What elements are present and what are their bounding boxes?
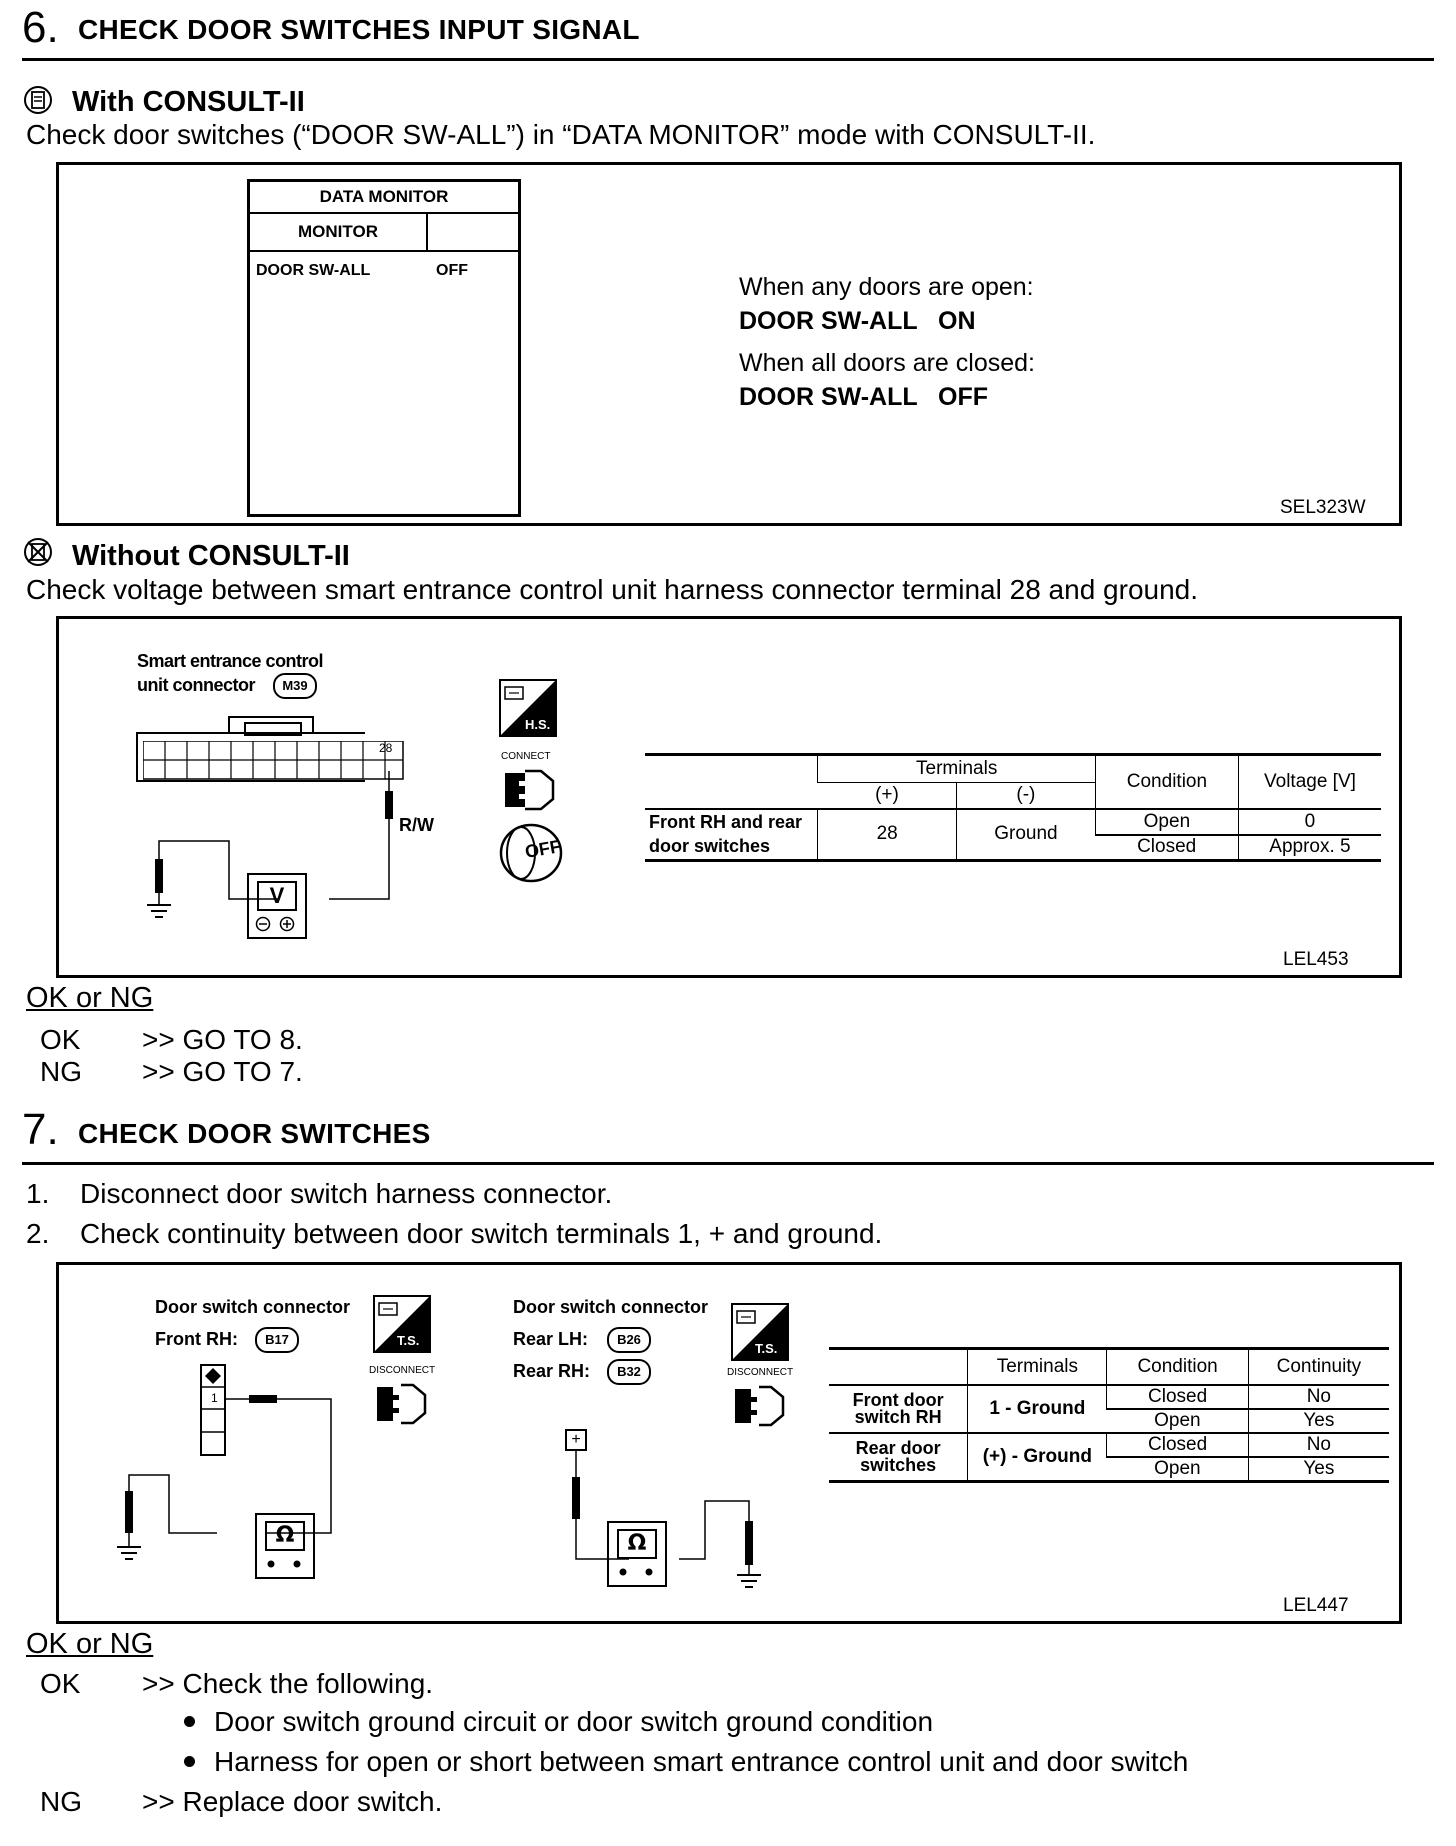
voltage-table-plus-value: 28	[818, 809, 956, 861]
continuity-row2-open: Open	[1107, 1457, 1248, 1482]
rear-rh-label: Rear RH:	[513, 1361, 591, 1381]
rear-door-switch-terminal: +	[565, 1429, 587, 1451]
continuity-row1-yes: Yes	[1248, 1409, 1389, 1433]
off-label: OFF	[523, 836, 563, 862]
ng-label-7: NG	[40, 1786, 82, 1817]
continuity-row2-yes: Yes	[1248, 1457, 1389, 1482]
front-rh-label: Front RH:	[155, 1329, 238, 1349]
continuity-row1-label-1: Front door	[852, 1389, 944, 1410]
open-condition-text: When any doors are open:	[739, 273, 1034, 301]
ok-action-6: >> GO TO 8.	[142, 1024, 303, 1055]
ohmmeter-left-label: Ω	[265, 1521, 305, 1551]
ohmmeter-left	[255, 1513, 315, 1579]
without-consult-heading: Without CONSULT-II	[72, 540, 350, 572]
voltmeter-terminals	[255, 915, 299, 933]
voltage-table-volt-open: 0	[1238, 809, 1381, 835]
with-consult-text: Check door switches (“DOOR SW-ALL”) in “DATA MONITOR” mode with CONSULT-II.	[26, 119, 1096, 150]
voltage-table	[645, 753, 1381, 862]
bullet-1-text: Door switch ground circuit or door switch ground condition	[214, 1706, 934, 1737]
continuity-row1-no: No	[1248, 1385, 1389, 1409]
connector-id-b17: B17	[255, 1327, 299, 1353]
step-1-number: 1.	[26, 1178, 50, 1209]
ohmmeter-left-terminals	[263, 1557, 307, 1571]
ok-label-7: OK	[40, 1668, 81, 1699]
figure-code: SEL323W	[1280, 497, 1366, 518]
continuity-row1-terminals: 1 - Ground	[968, 1385, 1107, 1433]
disconnect-icon-right	[731, 1383, 791, 1429]
continuity-table	[829, 1347, 1389, 1483]
voltmeter	[247, 873, 307, 939]
okng-label-6: OK or NG	[26, 982, 154, 1014]
step-1-text: Disconnect door switch harness connector.	[80, 1178, 613, 1209]
voltage-table-voltage-header: Voltage [V]	[1238, 755, 1381, 809]
continuity-row1-label-2: switch RH	[854, 1406, 942, 1427]
section-6-rule	[22, 58, 1434, 61]
continuity-row2-no: No	[1248, 1433, 1389, 1457]
section-6-title: CHECK DOOR SWITCHES INPUT SIGNAL	[78, 14, 640, 45]
continuity-row1-label	[829, 1385, 968, 1433]
voltage-row-label-1: Front RH and rear	[649, 812, 803, 833]
voltage-table-volt-closed: Approx. 5	[1238, 835, 1381, 861]
voltage-table-terminals-header: Terminals	[818, 755, 1095, 783]
screen-title: DATA MONITOR	[250, 182, 518, 214]
figure-code: LEL447	[1283, 1595, 1349, 1616]
disconnect-label: DISCONNECT	[369, 1365, 436, 1376]
continuity-row2-closed: Closed	[1107, 1433, 1248, 1457]
voltage-table-empty-header	[645, 755, 818, 809]
section-6-number: 6.	[22, 3, 59, 52]
continuity-row2-label	[829, 1433, 968, 1482]
connector-id-m39: M39	[273, 673, 317, 699]
continuity-row1-open: Open	[1107, 1409, 1248, 1433]
terminal-1-label: 1	[211, 1391, 218, 1405]
okng-label-7: OK or NG	[26, 1628, 154, 1660]
monitor-item-name: DOOR SW-ALL	[256, 262, 371, 279]
step-2-number: 2.	[26, 1218, 50, 1249]
ng-action-7: >> Replace door switch.	[142, 1786, 443, 1817]
continuity-row2-label-2: switches	[860, 1454, 937, 1475]
connector-label-line1: Smart entrance control	[137, 651, 324, 671]
ohmmeter-right-terminals	[615, 1565, 659, 1579]
hs-label: H.S.	[525, 717, 551, 732]
ng-label-6: NG	[40, 1056, 82, 1087]
ok-label-6: OK	[40, 1024, 81, 1055]
continuity-row2-terminals: (+) - Ground	[968, 1433, 1107, 1482]
closed-condition-text: When all doors are closed:	[739, 349, 1035, 377]
ohmmeter-right	[607, 1521, 667, 1587]
consult-screen	[247, 179, 521, 517]
monitor-label: MONITOR	[250, 214, 428, 252]
closed-condition-value: DOOR SW-ALL OFF	[739, 383, 989, 411]
continuity-table-terminals-header: Terminals	[968, 1349, 1107, 1385]
ts-label-right: T.S.	[755, 1341, 778, 1356]
figure-voltage-check	[56, 616, 1402, 978]
voltage-row-label-2: door switches	[649, 836, 771, 857]
continuity-table-condition-header: Condition	[1107, 1349, 1248, 1385]
voltage-table-plus-header: (+)	[818, 783, 956, 809]
voltage-table-minus-header: (-)	[956, 783, 1095, 809]
ts-label: T.S.	[397, 1333, 420, 1348]
connector-id-b32: B32	[607, 1359, 651, 1385]
ohmmeter-right-label: Ω	[617, 1529, 657, 1559]
wire-color-rw: R/W	[399, 815, 434, 835]
connector-label-line2: unit connector	[137, 675, 255, 695]
voltmeter-label: V	[257, 881, 297, 911]
voltage-table-cond-open: Open	[1095, 809, 1238, 835]
without-consult-text: Check voltage between smart entrance control unit harness connector terminal 28 and ground.	[26, 574, 1199, 605]
figure-data-monitor	[56, 162, 1402, 526]
continuity-row1-closed: Closed	[1107, 1385, 1248, 1409]
bullet-2	[184, 1756, 195, 1767]
consult-icon	[22, 84, 54, 116]
figure-code: LEL453	[1283, 949, 1349, 970]
monitor-item-value: OFF	[436, 262, 468, 279]
rear-lh-label: Rear LH:	[513, 1329, 589, 1349]
section-7-title: CHECK DOOR SWITCHES	[78, 1118, 431, 1149]
bullet-1	[184, 1716, 195, 1727]
continuity-table-continuity-header: Continuity	[1248, 1349, 1389, 1385]
bullet-2-text: Harness for open or short between smart entrance control unit and door switch	[214, 1746, 1189, 1777]
ng-action-6: >> GO TO 7.	[142, 1056, 303, 1087]
voltage-table-row-label	[645, 809, 818, 861]
open-condition-value: DOOR SW-ALL ON	[739, 307, 976, 335]
monitor-empty-cell	[426, 214, 518, 252]
no-consult-icon	[22, 536, 54, 568]
with-consult-heading: With CONSULT-II	[72, 86, 305, 118]
voltage-table-cond-closed: Closed	[1095, 835, 1238, 861]
step-2-text: Check continuity between door switch terminals 1, + and ground.	[80, 1218, 883, 1249]
voltage-table-condition-header: Condition	[1095, 755, 1238, 809]
continuity-row2-label-1: Rear door	[855, 1437, 941, 1458]
continuity-table-empty-header	[829, 1349, 968, 1385]
right-connector-title: Door switch connector	[513, 1297, 709, 1317]
section-7-rule	[22, 1162, 1434, 1165]
connect-icon	[501, 767, 561, 813]
voltage-wiring	[79, 749, 399, 949]
left-connector-title: Door switch connector	[155, 1297, 351, 1317]
connect-label: CONNECT	[501, 751, 551, 762]
ok-action-7: >> Check the following.	[142, 1668, 434, 1699]
terminal-28-label: 28	[379, 741, 393, 755]
connector-id-b26: B26	[607, 1327, 651, 1353]
disconnect-label-right: DISCONNECT	[727, 1367, 794, 1378]
section-7-number: 7.	[22, 1105, 59, 1154]
voltage-table-minus-value: Ground	[956, 809, 1095, 861]
figure-continuity-check	[56, 1262, 1402, 1624]
